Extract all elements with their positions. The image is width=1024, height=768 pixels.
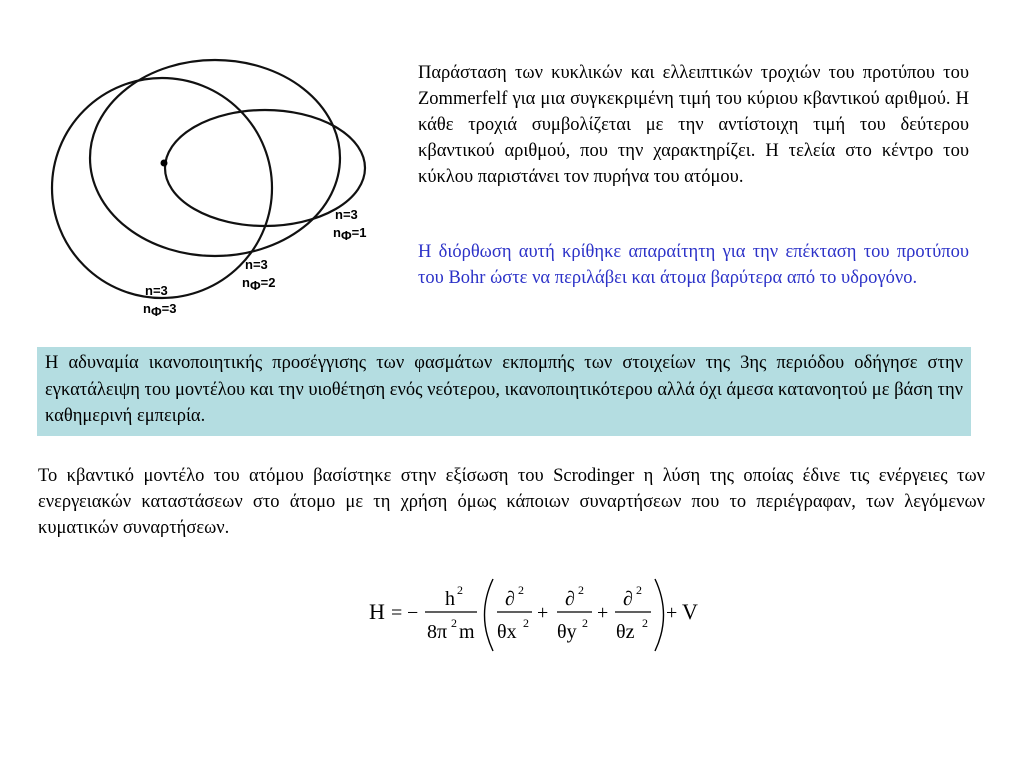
orbit-label-n: n=3 — [335, 207, 358, 222]
formula-partial: ∂ — [565, 588, 575, 610]
formula-superscript: 2 — [636, 583, 642, 597]
formula-plus: + — [597, 602, 609, 624]
formula-plus: + — [666, 602, 678, 624]
formula-theta-x: θx — [497, 621, 517, 643]
formula-superscript: 2 — [642, 616, 648, 630]
orbit-label-nphi: nΦ=1 — [333, 225, 367, 243]
formula-equals: = — [391, 602, 403, 624]
formula-H: H — [369, 599, 385, 624]
nucleus-dot — [161, 160, 168, 167]
formula-partial: ∂ — [505, 588, 515, 610]
orbit-label-nphi: nΦ=3 — [143, 301, 177, 319]
formula-superscript: 2 — [457, 583, 463, 597]
formula-h-numerator: h — [445, 588, 455, 610]
orbit-label-nphi: nΦ=2 — [242, 275, 276, 293]
formula-partial: ∂ — [623, 588, 633, 610]
formula-minus: − — [407, 602, 419, 624]
formula-theta-y: θy — [557, 621, 577, 643]
formula-plus: + — [537, 602, 549, 624]
formula-superscript: 2 — [523, 616, 529, 630]
sommerfeld-orbits-diagram — [30, 48, 410, 338]
orbits-description-paragraph: Παράσταση των κυκλικών και ελλειπτικών τροχιών του προτύπου του Zommerfelf για μια συγκεκριμένη τιμή του κύριου κβαντικού αριθμού. Η κάθε τροχιά συμβολίζεται με την αντίστοιχη τιμή του δεύτερου κβαντικού αριθμού, που την χαρακτηρίζει. Η τελεία στο κέντρο του κύκλου παριστάνει τον πυρήνα του ατόμου. — [418, 63, 969, 187]
highlight-box: Η αδυναμία ικανοποιητικής προσέγγισης των φασμάτων εκπομπής των στοιχείων της 3ης περιόδου οδήγησε στην εγκατάλειψη του μοντέλου και την υιοθέτηση ενός νεότερου, ικανοποιητικότερου αλλά όχι άμεσα κατανοητού με βάση την καθημερινή εμπειρία. — [37, 347, 971, 436]
quantum-model-paragraph: Το κβαντικό μοντέλο του ατόμου βασίστηκε στην εξίσωση του Scrodinger η λύση της οποίας έδινε τις ενέργειες των ενεργειακών καταστάσεων στο άτομο με τη χρήση όμως κάποιων συναρτήσεων που το περιέγραφαν, των λεγόμενων κυματικών συναρτήσεων. — [38, 466, 985, 538]
formula-superscript: 2 — [578, 583, 584, 597]
orbit-label-n: n=3 — [145, 283, 168, 298]
formula-right-paren — [655, 579, 664, 651]
formula-denominator-m: m — [459, 621, 475, 643]
elliptical-orbit-middle — [90, 60, 340, 256]
orbit-label-n: n=3 — [245, 257, 268, 272]
formula-superscript: 2 — [582, 616, 588, 630]
bohr-extension-paragraph: Η διόρθωση αυτή κρίθηκε απαραίτητη για την επέκταση του προτύπου του Bohr ώστε να περιλάβει και άτομα βαρύτερα από το υδρογόνο. — [418, 242, 969, 288]
formula-superscript: 2 — [518, 583, 524, 597]
formula-superscript: 2 — [451, 616, 457, 630]
formula-V: V — [682, 599, 698, 624]
formula-denominator: 8π — [427, 621, 448, 643]
formula-left-paren — [485, 579, 494, 651]
formula-theta-z: θz — [616, 621, 635, 643]
hamiltonian-formula — [360, 575, 720, 655]
